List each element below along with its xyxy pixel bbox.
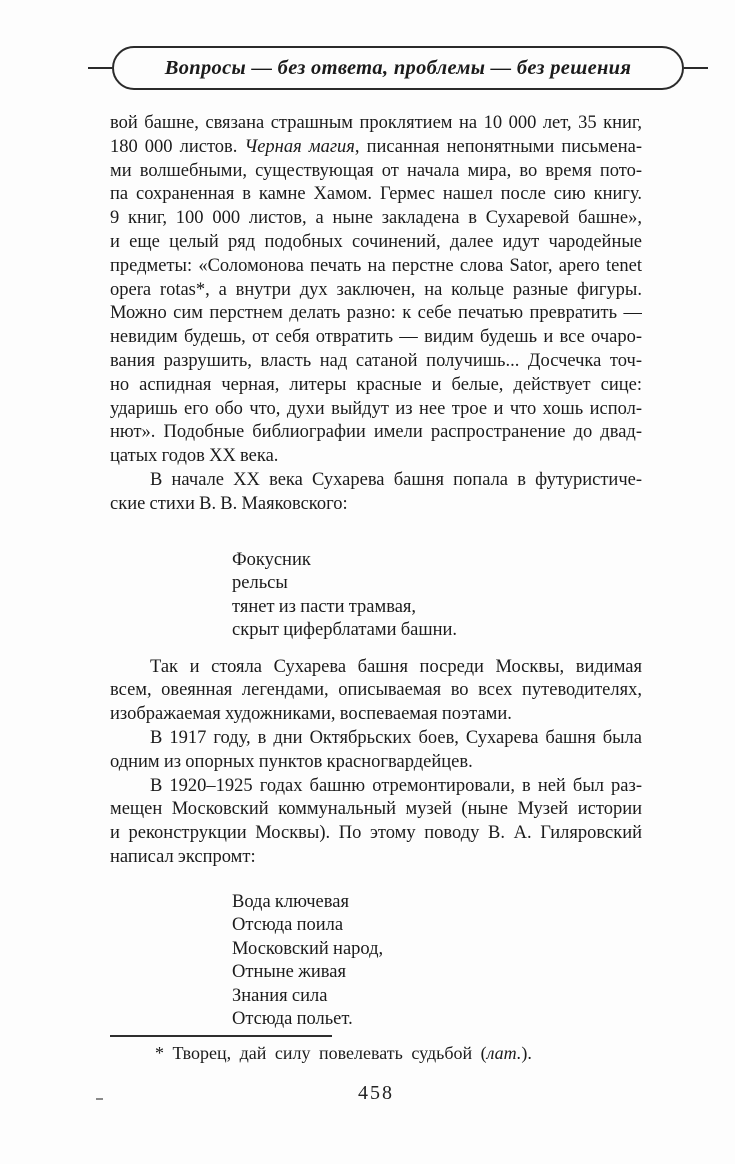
header-rule-left xyxy=(88,67,112,69)
chapter-title: Вопросы — без ответа, проблемы — без решения xyxy=(164,56,632,79)
verse-gilyarovsky xyxy=(232,891,642,1032)
text-line: Можно сим перстнем делать разно: к себе печатью превратить — xyxy=(110,303,642,324)
text-line: В 1920–1925 годах башню отремонтировали, в ней был раз- xyxy=(150,775,642,796)
text-line: Знания сила xyxy=(232,985,328,1006)
scan-artifact-mark xyxy=(96,1098,103,1100)
text-line: Вода ключевая xyxy=(232,891,349,912)
text-line: мещен Московский коммунальный музей (ныне Музей истории xyxy=(110,799,642,820)
text-line: Отныне живая xyxy=(232,962,347,983)
chapter-header xyxy=(88,45,708,91)
footnote xyxy=(110,1042,642,1065)
content xyxy=(110,112,642,1065)
text-line: невидим будешь, от себя отвратить — видим будешь и все очаро- xyxy=(110,327,642,348)
text-line: 180 000 листов. Черная магия, писанная непонятными письмена- xyxy=(110,136,642,157)
text-line: Так и стояла Сухарева башня посреди Москвы, видимая xyxy=(150,656,642,677)
text-line: Фокусник xyxy=(232,549,311,570)
text-line: ударишь его обо что, духи выйдут из нее трое и что хошь испол- xyxy=(110,398,642,419)
text-line: и реконструкции Москвы). По этому поводу В. А. Гиляровский xyxy=(110,823,642,844)
text-line: скрыт циферблатами башни. xyxy=(232,620,458,641)
text-line: В 1917 году, в дни Октябрьских боев, Сухарева башня была xyxy=(150,727,642,748)
text-line: но аспидная черная, литеры красные и белые, действует сице: xyxy=(110,374,642,395)
text-line: вой башне, связана страшным проклятием на 10 000 лет, 35 книг, xyxy=(110,113,642,133)
paragraph-1917 xyxy=(110,727,642,775)
verse-mayakovsky xyxy=(232,549,642,643)
text-line: па сохраненная в камне Хамом. Гермес нашел после сию книгу. xyxy=(110,184,642,205)
header-rule-right xyxy=(684,67,708,69)
header-pill xyxy=(112,46,684,90)
text-line: Отсюда польет. xyxy=(232,1009,353,1030)
footnote-rule xyxy=(110,1035,332,1037)
paragraph-futurist xyxy=(110,469,642,517)
text-line: тянет из пасти трамвая, xyxy=(232,596,417,617)
text-line: ми волшебными, существующая от начала мира, во время пото- xyxy=(110,160,642,181)
text-line: * Творец, дай силу повелевать судьбой (лат.). xyxy=(155,1042,532,1063)
text-line: Отсюда поила xyxy=(232,915,344,936)
paragraph-continued xyxy=(110,112,642,469)
text-line: и еще целый ряд подобных сочинений, далее идут чародейные xyxy=(110,231,642,252)
text-line: цатых годов XX века. xyxy=(110,446,279,467)
text-line: написал экспромт: xyxy=(110,846,256,867)
text-line: предметы: «Соломонова печать на перстне слова Sator, apero tenet xyxy=(110,255,642,276)
paragraph-after-verse xyxy=(110,656,642,727)
text-line: Московский народ, xyxy=(232,938,384,959)
text-line: opera rotas*, а внутри дух заключен, на кольце разные фигуры. xyxy=(110,279,642,300)
text-line: вания разрушить, власть над сатаной получишь... Досчечка точ- xyxy=(110,350,642,371)
text-line: нют». Подобные библиографии имели распространение до двад- xyxy=(110,422,642,443)
text-line: всем, овеянная легендами, описываемая во всех путеводителях, xyxy=(110,680,642,701)
text-line: одним из опорных пунктов красногвардейцев. xyxy=(110,751,473,772)
text-line: изображаемая художниками, воспеваемая поэтами. xyxy=(110,704,512,725)
text-line: ские стихи В. В. Маяковского: xyxy=(110,493,348,514)
paragraph-1920 xyxy=(110,775,642,870)
text-line: 9 книг, 100 000 листов, а ныне закладена в Сухаревой башне», xyxy=(110,208,642,229)
text-line: рельсы xyxy=(232,573,288,594)
page-number: 458 xyxy=(358,1082,394,1104)
text-line: В начале XX века Сухарева башня попала в футуристиче- xyxy=(150,469,642,490)
